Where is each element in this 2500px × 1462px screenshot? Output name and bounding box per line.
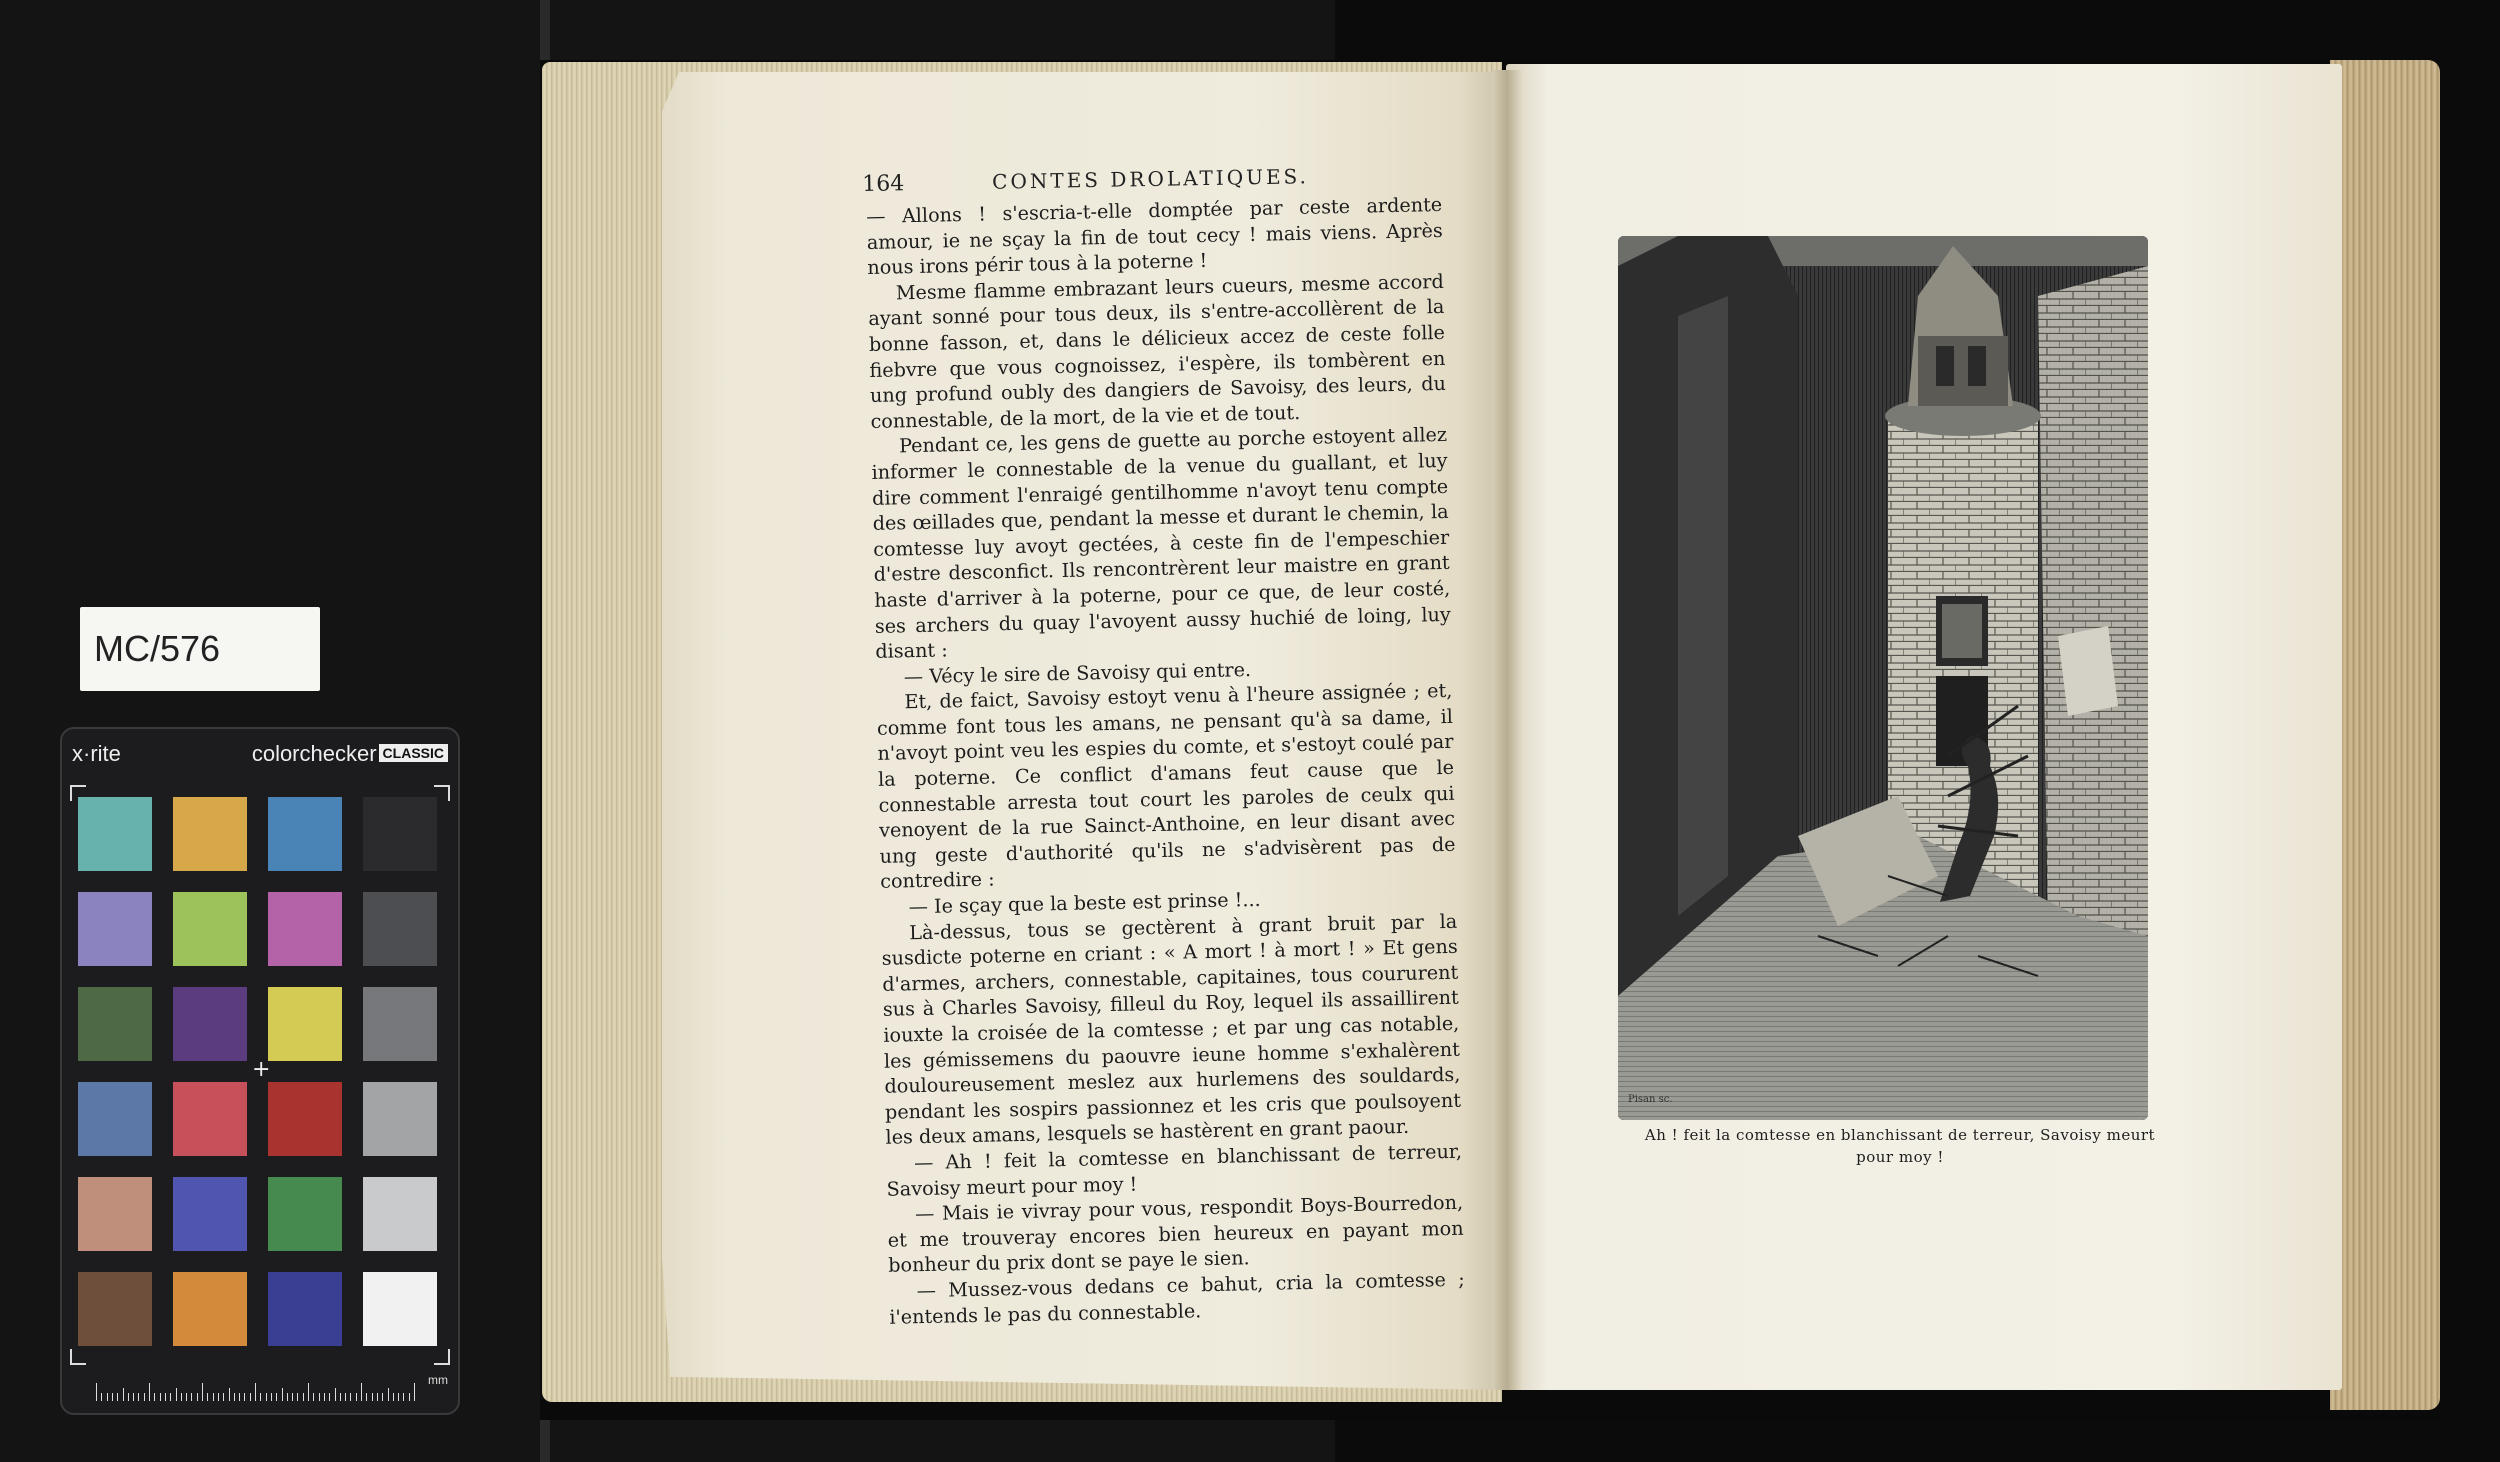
ruler-tick — [324, 1393, 325, 1401]
archive-label — [80, 607, 320, 691]
color-swatch — [268, 892, 342, 966]
ruler-tick — [260, 1393, 261, 1401]
ruler-tick — [117, 1393, 118, 1401]
ruler-unit: mm — [428, 1373, 448, 1387]
ruler-tick — [308, 1383, 309, 1401]
paragraph: Mesme flamme embrazant leurs cueurs, mesme accord ayant sonné pour tous deux, ils s'entre-accollèrent de la bonne fasson, et, dans le délicieux accez de ceste folle fiebvre que vous cognoissez, i'espère, ils tombèrent en ung profund oubly des dangiers de Savoisy, des leurs, du connestable, de la mort, de la vie et de tout. — [868, 269, 1447, 433]
color-swatch — [78, 892, 152, 966]
color-swatch — [173, 1177, 247, 1251]
corner-mark — [70, 1349, 86, 1365]
book-gutter — [1492, 70, 1522, 1390]
color-swatch — [78, 1272, 152, 1346]
color-swatch — [268, 797, 342, 871]
ruler-tick — [414, 1383, 415, 1401]
ruler-tick — [218, 1393, 219, 1401]
illustration-caption — [1630, 1124, 2170, 1168]
ruler-tick — [244, 1393, 245, 1401]
paragraph: — Mussez-vous dedans ce bahut, cria la comtesse ; i'entends le pas du connestable. — [889, 1267, 1465, 1329]
ruler-tick — [398, 1393, 399, 1401]
ruler-tick — [250, 1393, 251, 1401]
paragraph: — Allons ! s'escria-t-elle domptée par ceste ardente amour, ie ne sçay la fin de tout cecy ! mais viens. Après nous irons périr tous à la poterne ! — [866, 192, 1443, 280]
mm-ruler — [96, 1373, 448, 1401]
archive-label-text: MC/576 — [94, 628, 221, 669]
right-page-edges — [2330, 60, 2440, 1410]
ruler-tick — [181, 1393, 182, 1401]
ruler-tick — [282, 1388, 283, 1401]
ruler-tick — [170, 1393, 171, 1401]
engraver-signature: Pisan sc. — [1628, 1094, 1673, 1105]
color-swatch — [363, 797, 437, 871]
ruler-tick — [138, 1393, 139, 1401]
ruler-tick — [207, 1393, 208, 1401]
colorchecker-product: colorchecker — [251, 741, 377, 766]
ruler-tick — [144, 1393, 145, 1401]
color-swatch — [268, 1177, 342, 1251]
color-checker-brand — [72, 741, 448, 769]
ruler-tick — [191, 1393, 192, 1401]
ruler-tick — [213, 1393, 214, 1401]
ruler-tick — [366, 1393, 367, 1401]
color-swatch — [363, 892, 437, 966]
color-swatch — [268, 1082, 342, 1156]
running-title: CONTES DROLATIQUES. — [991, 164, 1310, 194]
ruler-tick — [388, 1388, 389, 1401]
ruler-tick — [313, 1393, 314, 1401]
colorchecker-edition: CLASSIC — [379, 744, 448, 762]
ruler-tick — [223, 1393, 224, 1401]
paragraph: — Ah ! feit la comtesse en blanchissant de terreur, Savoisy meurt pour moy ! — [886, 1139, 1463, 1201]
ruler-tick — [361, 1383, 362, 1401]
color-swatch — [363, 1177, 437, 1251]
ruler-tick — [287, 1393, 288, 1401]
ruler-tick — [234, 1393, 235, 1401]
engraving-illustration — [1618, 236, 2148, 1120]
ruler-tick — [112, 1393, 113, 1401]
ruler-tick — [123, 1388, 124, 1401]
ruler-tick — [319, 1393, 320, 1401]
color-swatch — [173, 797, 247, 871]
color-swatch — [363, 987, 437, 1061]
ruler-tick — [165, 1393, 166, 1401]
ruler-tick — [229, 1388, 230, 1401]
ruler-tick — [372, 1393, 373, 1401]
ruler-tick — [266, 1393, 267, 1401]
ruler-tick — [255, 1383, 256, 1401]
colorchecker-logo — [252, 741, 448, 767]
paragraph: Là-dessus, tous se gectèrent à grant bruit par la susdicte poterne en criant : « A mort ! à mort ! » Et gens d'armes, archers, connestable, capitaines, tous coururent sus à Charles Savoisy, filleul du Roy, lequel ils assaillirent iouxte la croisée de la comtesse ; et par ung cas notable, les gémissemens du paouvre ieune homme s'exhalèrent douloureusement meslez aux hurlemens des souldards, pendant les sospirs passionnez et les cris que poulsoyent les deux amans, lesquels se hastèrent en grant paour. — [881, 909, 1462, 1150]
ruler-tick — [160, 1393, 161, 1401]
ruler-tick — [149, 1383, 150, 1401]
ruler-tick — [239, 1393, 240, 1401]
color-swatch — [268, 987, 342, 1061]
ruler-tick — [356, 1393, 357, 1401]
ruler-tick — [96, 1383, 97, 1401]
color-swatch — [363, 1082, 437, 1156]
crosshair-icon: + — [252, 1057, 271, 1082]
paragraph: — Mais ie vivray pour vous, respondit Boys-Bourredon, et me trouveray encores bien heureux en payant mon bonheur du prix dont se paye le sien. — [887, 1190, 1464, 1278]
ruler-tick — [186, 1393, 187, 1401]
ruler-tick — [292, 1393, 293, 1401]
ruler-tick — [202, 1383, 203, 1401]
ruler-tick — [345, 1393, 346, 1401]
color-swatch — [268, 1272, 342, 1346]
ruler-tick — [303, 1393, 304, 1401]
ruler-tick — [297, 1393, 298, 1401]
ruler-tick — [382, 1393, 383, 1401]
ruler-tick — [409, 1393, 410, 1401]
left-page-text — [866, 192, 1465, 1330]
color-swatch — [173, 987, 247, 1061]
paragraph: — Vécy le sire de Savoisy qui entre. — [903, 657, 1252, 688]
xrite-logo: x·rite — [72, 741, 121, 766]
ruler-tick — [276, 1393, 277, 1401]
caption-line: pour moy ! — [1856, 1148, 1944, 1166]
caption-line: Ah ! feit la comtesse en blanchissant de terreur, Savoisy meurt — [1644, 1126, 2156, 1144]
ruler-tick — [393, 1393, 394, 1401]
color-swatch — [173, 1082, 247, 1156]
ruler-tick — [128, 1393, 129, 1401]
ruler-tick — [335, 1388, 336, 1401]
ruler-tick — [377, 1393, 378, 1401]
color-swatch — [78, 1082, 152, 1156]
corner-mark — [434, 1349, 450, 1365]
ruler-tick — [133, 1393, 134, 1401]
ruler-tick — [340, 1393, 341, 1401]
color-swatch — [173, 1272, 247, 1346]
color-swatch — [78, 1177, 152, 1251]
color-swatch — [78, 987, 152, 1061]
ruler-tick — [107, 1393, 108, 1401]
ruler-tick — [403, 1393, 404, 1401]
ruler-tick — [271, 1393, 272, 1401]
paragraph: — Ie sçay que la beste est prinse !... — [908, 887, 1261, 919]
paragraph: Pendant ce, les gens de guette au porche estoyent allez informer le connestable de la venue du guallant, et luy dire comment l'enraigé gentilhomme n'avoyt tenu compte des œillades que, pendant la messe et durant le chemin, la comtesse luy avoyt gectées, à ceste fin de l'empeschier d'estre desconfict. Ils rencontrèrent leur maistre en grant haste d'arriver à la poterne, pour ce que, de leur costé, ses archers du quay l'avoyent aussy huchié de loing, luy disant : — [871, 423, 1451, 663]
ruler-tick — [154, 1393, 155, 1401]
color-swatch — [363, 1272, 437, 1346]
paragraph: Et, de faict, Savoisy estoyt venu à l'heure assignée ; et, comme font tous les amans, ne pensant qu'à sa dame, il n'avoyt point veu les espies du comte, et s'estoyt coulé par la poterne. Ce conflict d'amans feut cause que le connestable arresta tout court les paroles de ceulx qui venoyent de la rue Sainct-Anthoine, en leur disant avec ung geste d'authorité qu'ils ne s'advisèrent pas de contredire : — [876, 679, 1456, 894]
ruler-tick — [350, 1393, 351, 1401]
ruler-tick — [329, 1393, 330, 1401]
page-number: 164 — [862, 171, 905, 197]
ruler-tick — [176, 1388, 177, 1401]
ruler-tick — [101, 1393, 102, 1401]
color-swatch — [78, 797, 152, 871]
engraving-drawing — [1618, 236, 2148, 1120]
color-swatch — [173, 892, 247, 966]
ruler-tick — [197, 1393, 198, 1401]
